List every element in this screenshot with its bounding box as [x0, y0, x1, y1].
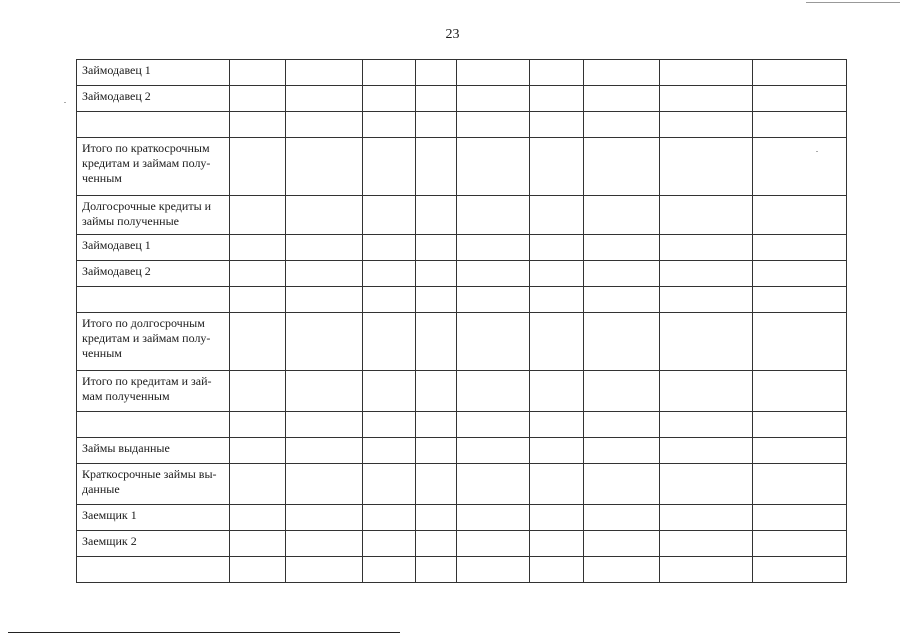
table-cell [753, 86, 847, 112]
table-cell [753, 557, 847, 583]
table-cell [584, 505, 660, 531]
table-cell [584, 196, 660, 235]
table-cell [584, 464, 660, 505]
table-cell [286, 438, 363, 464]
table-cell [230, 438, 286, 464]
row-label [77, 287, 230, 313]
table-row [77, 371, 847, 412]
table-cell [230, 196, 286, 235]
table-cell [660, 261, 753, 287]
table-cell [286, 557, 363, 583]
table-cell [230, 412, 286, 438]
table-cell [530, 438, 584, 464]
row-label [77, 412, 230, 438]
table-cell [530, 557, 584, 583]
table-cell [753, 412, 847, 438]
table-cell [286, 261, 363, 287]
scan-speck [816, 151, 818, 152]
table-cell [363, 60, 416, 86]
table-cell [230, 235, 286, 261]
table-cell [286, 531, 363, 557]
table-cell [530, 464, 584, 505]
table-cell [230, 313, 286, 371]
row-label: Займодавец 2 [77, 261, 230, 287]
footnote-rule [8, 632, 400, 633]
table-cell [363, 313, 416, 371]
table-cell [584, 235, 660, 261]
table-cell [363, 531, 416, 557]
table-cell [584, 412, 660, 438]
table-cell [584, 531, 660, 557]
row-label: Заемщик 2 [77, 531, 230, 557]
row-label: Займодавец 1 [77, 60, 230, 86]
table-cell [753, 112, 847, 138]
table-cell [286, 313, 363, 371]
table-cell [363, 557, 416, 583]
table-row [77, 196, 847, 235]
table-cell [286, 412, 363, 438]
table-cell [457, 412, 530, 438]
table-cell [457, 196, 530, 235]
table-cell [230, 261, 286, 287]
table-cell [457, 313, 530, 371]
row-label: Итого по долгосрочным кредитам и займам полу-ченным [77, 313, 230, 371]
table-row [77, 557, 847, 583]
table-cell [230, 505, 286, 531]
table-row [77, 412, 847, 438]
table-cell [584, 60, 660, 86]
table-cell [584, 438, 660, 464]
table-cell [457, 531, 530, 557]
table-cell [584, 138, 660, 196]
table-cell [753, 438, 847, 464]
table-cell [660, 371, 753, 412]
table-cell [230, 287, 286, 313]
table-cell [584, 112, 660, 138]
table-cell [584, 86, 660, 112]
row-label: Заемщик 1 [77, 505, 230, 531]
table-row [77, 505, 847, 531]
table-cell [584, 313, 660, 371]
table-cell [584, 287, 660, 313]
table-cell [530, 505, 584, 531]
table-cell [753, 196, 847, 235]
table-cell [530, 412, 584, 438]
table-cell [530, 235, 584, 261]
table-cell [530, 287, 584, 313]
table-cell [286, 287, 363, 313]
row-label: Краткосрочные займы вы-данные [77, 464, 230, 505]
table-cell [660, 313, 753, 371]
table-cell [286, 86, 363, 112]
table-cell [753, 464, 847, 505]
row-label: Долгосрочные кредиты и займы полученные [77, 196, 230, 235]
table-cell [363, 86, 416, 112]
table-row [77, 112, 847, 138]
table-cell [457, 505, 530, 531]
table-cell [753, 313, 847, 371]
table-cell [660, 196, 753, 235]
row-label [77, 112, 230, 138]
table-cell [660, 438, 753, 464]
table-cell [230, 371, 286, 412]
table-cell [530, 371, 584, 412]
table-cell [286, 138, 363, 196]
table-cell [584, 557, 660, 583]
table-cell [230, 531, 286, 557]
row-label: Займодавец 2 [77, 86, 230, 112]
table-cell [457, 438, 530, 464]
table-cell [753, 60, 847, 86]
ledger-table [76, 59, 847, 583]
table-cell [363, 505, 416, 531]
scan-speck [64, 102, 66, 103]
table-cell [416, 464, 457, 505]
table-cell [286, 196, 363, 235]
table-cell [530, 313, 584, 371]
row-label [77, 557, 230, 583]
row-label: Займы выданные [77, 438, 230, 464]
table-cell [530, 60, 584, 86]
table-cell [416, 138, 457, 196]
table-row [77, 313, 847, 371]
page-number: 23 [445, 27, 460, 42]
table-cell [753, 531, 847, 557]
table-cell [230, 464, 286, 505]
table-cell [660, 60, 753, 86]
table-cell [530, 86, 584, 112]
ledger-body [77, 60, 847, 583]
table-cell [530, 196, 584, 235]
table-cell [286, 464, 363, 505]
top-right-rule [806, 2, 900, 3]
table-cell [416, 438, 457, 464]
table-cell [457, 86, 530, 112]
table-cell [660, 505, 753, 531]
table-cell [286, 505, 363, 531]
table-cell [416, 261, 457, 287]
table-cell [363, 287, 416, 313]
table-cell [660, 138, 753, 196]
table-cell [286, 235, 363, 261]
table-cell [363, 196, 416, 235]
table-cell [416, 505, 457, 531]
table-cell [660, 112, 753, 138]
table-row [77, 60, 847, 86]
table-cell [416, 313, 457, 371]
table-row [77, 287, 847, 313]
table-cell [416, 412, 457, 438]
table-cell [457, 261, 530, 287]
table-cell [753, 235, 847, 261]
table-cell [660, 464, 753, 505]
table-cell [286, 371, 363, 412]
table-cell [363, 138, 416, 196]
table-cell [416, 86, 457, 112]
table-cell [416, 371, 457, 412]
table-row [77, 138, 847, 196]
table-cell [363, 464, 416, 505]
table-cell [457, 60, 530, 86]
table-cell [457, 371, 530, 412]
table-cell [530, 261, 584, 287]
table-row [77, 531, 847, 557]
table-cell [416, 112, 457, 138]
table-cell [753, 138, 847, 196]
row-label: Итого по кредитам и зай-мам полученным [77, 371, 230, 412]
table-row [77, 86, 847, 112]
table-row [77, 438, 847, 464]
table-cell [530, 531, 584, 557]
table-cell [584, 371, 660, 412]
table-cell [584, 261, 660, 287]
table-cell [416, 235, 457, 261]
table-cell [363, 412, 416, 438]
table-row [77, 235, 847, 261]
table-cell [416, 287, 457, 313]
table-cell [363, 438, 416, 464]
table-cell [363, 112, 416, 138]
table-cell [416, 531, 457, 557]
table-cell [230, 112, 286, 138]
table-cell [230, 138, 286, 196]
table-cell [660, 287, 753, 313]
table-cell [753, 261, 847, 287]
table-cell [457, 138, 530, 196]
table-cell [457, 464, 530, 505]
table-cell [286, 60, 363, 86]
table-cell [457, 287, 530, 313]
table-cell [457, 235, 530, 261]
table-cell [230, 86, 286, 112]
table-cell [230, 557, 286, 583]
table-cell [457, 557, 530, 583]
row-label: Займодавец 1 [77, 235, 230, 261]
table-cell [416, 196, 457, 235]
table-cell [660, 557, 753, 583]
table-cell [416, 557, 457, 583]
table-cell [530, 138, 584, 196]
row-label: Итого по краткосрочным кредитам и займам полу-ченным [77, 138, 230, 196]
table-row [77, 261, 847, 287]
table-cell [530, 112, 584, 138]
table-cell [230, 60, 286, 86]
table-cell [753, 287, 847, 313]
table-row [77, 464, 847, 505]
table-cell [660, 235, 753, 261]
table-cell [363, 261, 416, 287]
table-cell [416, 60, 457, 86]
table-cell [753, 505, 847, 531]
table-cell [753, 371, 847, 412]
table-cell [660, 531, 753, 557]
table-cell [660, 412, 753, 438]
table-cell [363, 235, 416, 261]
table-cell [363, 371, 416, 412]
table-cell [660, 86, 753, 112]
table-cell [457, 112, 530, 138]
table-cell [286, 112, 363, 138]
